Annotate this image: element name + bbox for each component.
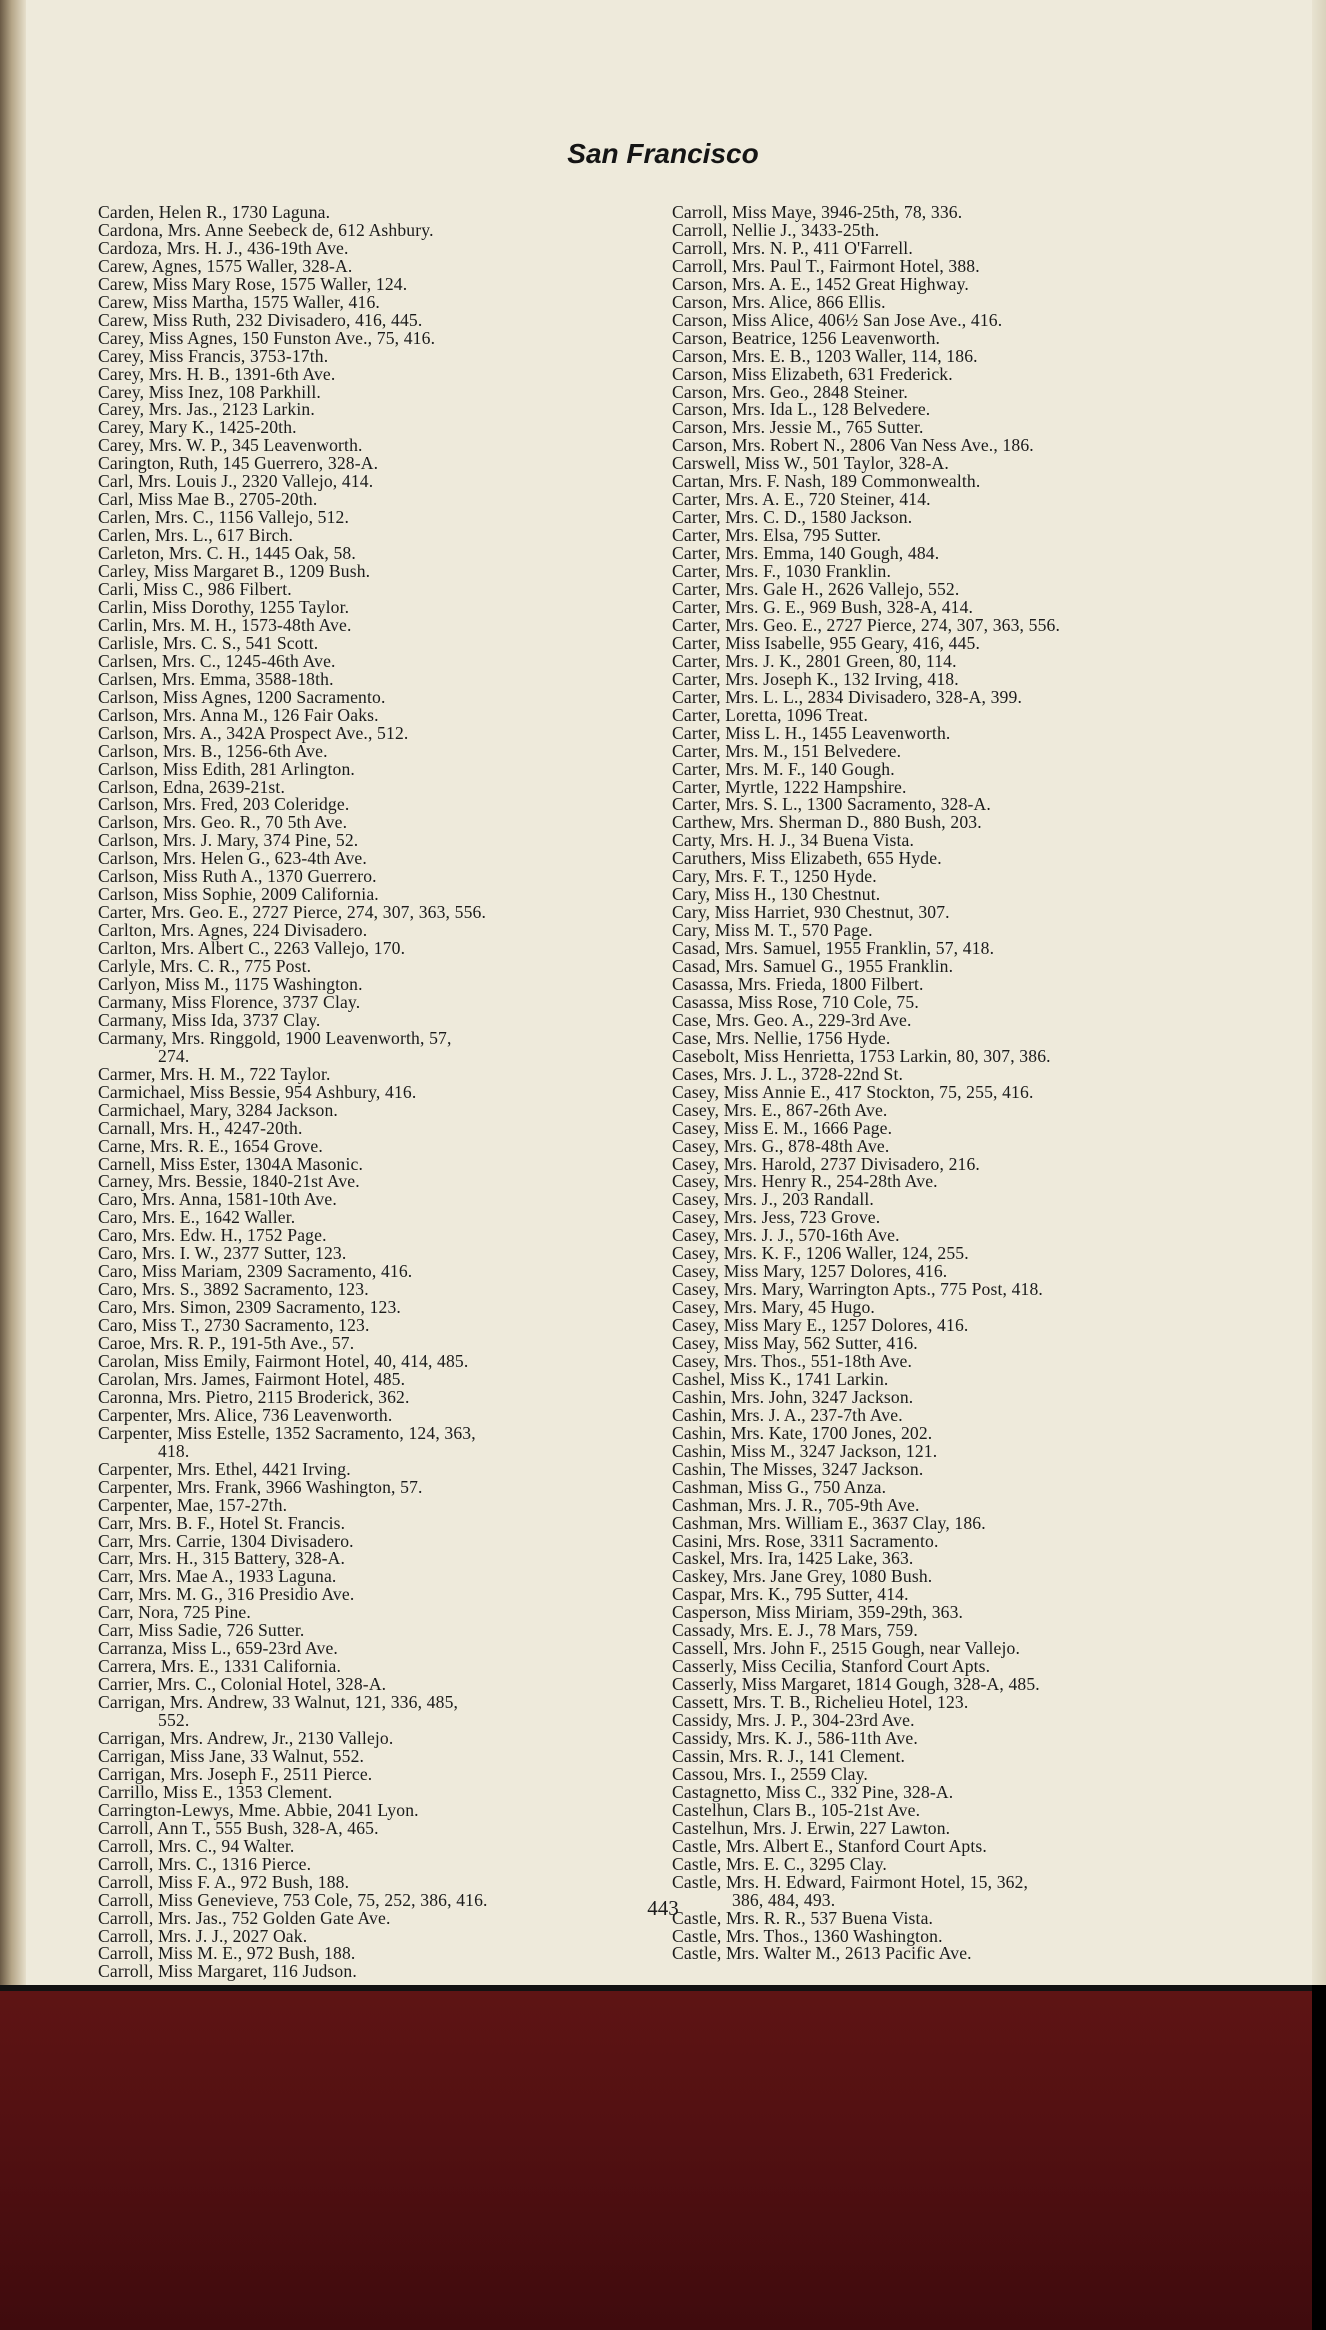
directory-entry: Carmichael, Mary, 3284 Jackson. — [98, 1099, 338, 1120]
directory-entry: Carlson, Mrs. Helen G., 623-4th Ave. — [98, 848, 367, 869]
directory-entry: Carlisle, Mrs. C. S., 541 Scott. — [98, 632, 319, 653]
directory-entry: Cardoza, Mrs. H. J., 436-19th Ave. — [98, 237, 349, 258]
directory-entry: Castagnetto, Miss C., 332 Pine, 328-A. — [672, 1781, 954, 1802]
directory-entry: Carmany, Miss Ida, 3737 Clay. — [98, 1009, 321, 1030]
directory-entry: Carlsen, Mrs. Emma, 3588-18th. — [98, 668, 334, 689]
directory-entry: Carpenter, Mrs. Ethel, 4421 Irving. — [98, 1458, 351, 1479]
directory-entry: Castle, Mrs. R. R., 537 Buena Vista. — [672, 1907, 934, 1928]
directory-entry: Carrington-Lewys, Mme. Abbie, 2041 Lyon. — [98, 1799, 419, 1820]
directory-entry: Carroll, Miss Maye, 3946-25th, 78, 336. — [672, 202, 963, 222]
directory-entry: Carroll, Mrs. J. J., 2027 Oak. — [98, 1925, 308, 1946]
directory-entry: Carson, Mrs. Geo., 2848 Steiner. — [672, 381, 908, 402]
directory-entry: Carroll, Mrs. Paul T., Fairmont Hotel, 388. — [672, 255, 980, 276]
directory-entry: Cassidy, Mrs. J. P., 304-23rd Ave. — [672, 1710, 915, 1731]
directory-entry: Caroe, Mrs. R. P., 191-5th Ave., 57. — [98, 1333, 355, 1354]
directory-entry: Carroll, Miss M. E., 972 Bush, 188. — [98, 1943, 356, 1964]
directory-entry: Caskey, Mrs. Jane Grey, 1080 Bush. — [672, 1566, 933, 1587]
directory-entry: Carter, Mrs. G. E., 969 Bush, 328-A, 414. — [672, 596, 974, 617]
page-spine-shadow — [0, 0, 26, 1985]
directory-entry: Cary, Mrs. F. T., 1250 Hyde. — [672, 866, 877, 887]
directory-entry: Case, Mrs. Geo. A., 229-3rd Ave. — [672, 1009, 912, 1030]
directory-entry: Carl, Miss Mae B., 2705-20th. — [98, 489, 318, 510]
directory-entry: Casey, Mrs. Jess, 723 Grove. — [672, 1207, 881, 1228]
directory-entry: Carlton, Mrs. Albert C., 2263 Vallejo, 170. — [98, 938, 406, 959]
directory-entry: Carson, Mrs. Ida L., 128 Belvedere. — [672, 399, 931, 420]
directory-entry: Carrigan, Miss Jane, 33 Walnut, 552. — [98, 1745, 365, 1766]
directory-entry: Cashin, Mrs. J. A., 237-7th Ave. — [672, 1404, 903, 1425]
directory-entry: Carr, Nora, 725 Pine. — [98, 1602, 251, 1623]
directory-entry: Carlen, Mrs. L., 617 Birch. — [98, 525, 294, 546]
directory-entry: Carew, Miss Ruth, 232 Divisadero, 416, 445. — [98, 309, 423, 330]
directory-entry: Carmichael, Miss Bessie, 954 Ashbury, 416. — [98, 1081, 417, 1102]
directory-entry: Carswell, Miss W., 501 Taylor, 328-A. — [672, 453, 949, 474]
directory-entry: Carr, Mrs. H., 315 Battery, 328-A. — [98, 1548, 346, 1569]
page-number: 443 — [647, 1896, 679, 1920]
directory-entry: Caro, Mrs. Edw. H., 1752 Page. — [98, 1225, 327, 1246]
directory-entry: Carolan, Miss Emily, Fairmont Hotel, 40, 414, 485. — [98, 1351, 469, 1371]
directory-entry: Caro, Mrs. S., 3892 Sacramento, 123. — [98, 1279, 369, 1300]
directory-entry: Carter, Miss L. H., 1455 Leavenworth. — [672, 722, 951, 743]
directory-entry: Carington, Ruth, 145 Guerrero, 328-A. — [98, 453, 379, 474]
directory-entry: Casey, Miss May, 562 Sutter, 416. — [672, 1333, 918, 1354]
directory-entry: Caro, Miss T., 2730 Sacramento, 123. — [98, 1315, 370, 1336]
directory-entry: Carrera, Mrs. E., 1331 California. — [98, 1656, 342, 1677]
directory-entry: Cassell, Mrs. John F., 2515 Gough, near Vallejo. — [672, 1638, 1021, 1659]
directory-entry: Carrigan, Mrs. Andrew, 33 Walnut, 121, 336, 485, 552. — [98, 1692, 459, 1731]
directory-entry: Carranza, Miss L., 659-23rd Ave. — [98, 1638, 338, 1659]
directory-entry: Carter, Mrs. M., 151 Belvedere. — [672, 740, 902, 761]
page-right-edge — [1312, 0, 1326, 1985]
directory-entry: Cashel, Miss K., 1741 Larkin. — [672, 1368, 889, 1389]
directory-entry: Carolan, Mrs. James, Fairmont Hotel, 485. — [98, 1368, 406, 1389]
directory-entry: Cary, Miss M. T., 570 Page. — [672, 920, 873, 941]
directory-entry: Carter, Mrs. Elsa, 795 Sutter. — [672, 525, 882, 546]
directory-entry: Carrigan, Mrs. Joseph F., 2511 Pierce. — [98, 1763, 373, 1784]
directory-entry: Casey, Mrs. E., 867-26th Ave. — [672, 1099, 888, 1120]
directory-entry: Carson, Mrs. Jessie M., 765 Sutter. — [672, 417, 924, 438]
directory-entry: Carew, Miss Martha, 1575 Waller, 416. — [98, 291, 380, 312]
directory-entry: Carpenter, Mrs. Frank, 3966 Washington, 57. — [98, 1476, 423, 1497]
directory-entry: Cassady, Mrs. E. J., 78 Mars, 759. — [672, 1620, 918, 1641]
page-header-title: San Francisco — [567, 138, 759, 169]
directory-entry: Caskel, Mrs. Ira, 1425 Lake, 363. — [672, 1548, 914, 1569]
directory-entry: Casey, Miss Mary E., 1257 Dolores, 416. — [672, 1315, 969, 1336]
directory-entry: Carey, Mrs. W. P., 345 Leavenworth. — [98, 435, 363, 456]
directory-entry: Carlson, Edna, 2639-21st. — [98, 776, 285, 797]
directory-entry: Carr, Mrs. Carrie, 1304 Divisadero. — [98, 1530, 354, 1551]
directory-entry: Casey, Mrs. Harold, 2737 Divisadero, 216. — [672, 1153, 980, 1174]
directory-entry: Carter, Loretta, 1096 Treat. — [672, 704, 869, 725]
directory-entry: Case, Mrs. Nellie, 1756 Hyde. — [672, 1027, 891, 1048]
directory-entry: Casad, Mrs. Samuel, 1955 Franklin, 57, 418. — [672, 938, 995, 959]
directory-entry: Carter, Mrs. A. E., 720 Steiner, 414. — [672, 489, 931, 510]
directory-entry: Casey, Mrs. Henry R., 254-28th Ave. — [672, 1171, 938, 1192]
directory-entry: Casebolt, Miss Henrietta, 1753 Larkin, 80, 307, 386. — [672, 1045, 1051, 1066]
directory-entry: Carter, Mrs. Gale H., 2626 Vallejo, 552. — [672, 579, 960, 600]
directory-entry: Carney, Mrs. Bessie, 1840-21st Ave. — [98, 1171, 360, 1192]
directory-entry: Cassett, Mrs. T. B., Richelieu Hotel, 123. — [672, 1692, 969, 1713]
directory-entry: Carroll, Miss F. A., 972 Bush, 188. — [98, 1871, 350, 1892]
directory-entry: Cashman, Miss G., 750 Anza. — [672, 1476, 887, 1497]
directory-entry: Carnell, Miss Ester, 1304A Masonic. — [98, 1153, 364, 1174]
directory-entry: Cases, Mrs. J. L., 3728-22nd St. — [672, 1063, 904, 1084]
directory-entry: Carlson, Mrs. J. Mary, 374 Pine, 52. — [98, 830, 359, 851]
directory-entry: Caruthers, Miss Elizabeth, 655 Hyde. — [672, 848, 942, 869]
directory-entry: Carew, Miss Mary Rose, 1575 Waller, 124. — [98, 273, 408, 294]
directory-entry: Carter, Mrs. S. L., 1300 Sacramento, 328-A. — [672, 794, 991, 815]
directory-entry: Carrillo, Miss E., 1353 Clement. — [98, 1781, 333, 1802]
directory-entry: Caro, Mrs. Anna, 1581-10th Ave. — [98, 1189, 337, 1210]
directory-entry: Carty, Mrs. H. J., 34 Buena Vista. — [672, 830, 915, 851]
directory-entry: Carson, Mrs. A. E., 1452 Great Highway. — [672, 273, 969, 294]
directory-entry: Carroll, Mrs. N. P., 411 O'Farrell. — [672, 237, 913, 258]
directory-entry: Carlsen, Mrs. C., 1245-46th Ave. — [98, 650, 336, 671]
directory-entry: Carroll, Mrs. Jas., 752 Golden Gate Ave. — [98, 1907, 391, 1928]
directory-entry: Carter, Mrs. Geo. E., 2727 Pierce, 274, 307, 363, 556. — [98, 902, 487, 923]
directory-entry: Casey, Mrs. Mary, Warrington Apts., 775 Post, 418. — [672, 1279, 1043, 1300]
directory-entry: Casey, Mrs. G., 878-48th Ave. — [672, 1135, 890, 1156]
directory-entry: Carroll, Mrs. C., 94 Walter. — [98, 1835, 295, 1856]
directory-entry: Carpenter, Mae, 157-27th. — [98, 1494, 288, 1515]
directory-entry: Casperson, Miss Miriam, 359-29th, 363. — [672, 1602, 964, 1623]
directory-entry: Carley, Miss Margaret B., 1209 Bush. — [98, 561, 371, 582]
directory-entry: Carlyon, Miss M., 1175 Washington. — [98, 973, 363, 994]
directory-entry: Carr, Mrs. Mae A., 1933 Laguna. — [98, 1566, 337, 1587]
directory-entry: Carter, Mrs. J. K., 2801 Green, 80, 114. — [672, 650, 957, 671]
directory-entry: Carter, Myrtle, 1222 Hampshire. — [672, 776, 907, 797]
directory-entry: Carlson, Miss Edith, 281 Arlington. — [98, 758, 355, 779]
directory-entry: Carey, Miss Agnes, 150 Funston Ave., 75, 416. — [98, 327, 436, 348]
directory-entry: Carrier, Mrs. C., Colonial Hotel, 328-A. — [98, 1674, 387, 1695]
directory-entry: Carmany, Miss Florence, 3737 Clay. — [98, 991, 361, 1012]
directory-entry: Cashin, Mrs. John, 3247 Jackson. — [672, 1386, 914, 1407]
directory-entry: Caronna, Mrs. Pietro, 2115 Broderick, 362. — [98, 1386, 410, 1407]
left-column — [98, 204, 664, 1981]
directory-entry: Cary, Miss Harriet, 930 Chestnut, 307. — [672, 902, 950, 923]
directory-entry: Casey, Mrs. Thos., 551-18th Ave. — [672, 1351, 913, 1371]
directory-entry: Castle, Mrs. Walter M., 2613 Pacific Ave. — [672, 1943, 972, 1964]
directory-entry: Carpenter, Miss Estelle, 1352 Sacramento, 124, 363, 418. — [98, 1422, 476, 1461]
directory-entry: Caro, Mrs. Simon, 2309 Sacramento, 123. — [98, 1297, 401, 1318]
directory-entry: Carroll, Ann T., 555 Bush, 328-A, 465. — [98, 1817, 379, 1838]
directory-entry: Carey, Mary K., 1425-20th. — [98, 417, 297, 438]
directory-entry: Caro, Mrs. E., 1642 Waller. — [98, 1207, 296, 1228]
directory-entry: Carthew, Mrs. Sherman D., 880 Bush, 203. — [672, 812, 982, 833]
directory-entry: Carlen, Mrs. C., 1156 Vallejo, 512. — [98, 507, 350, 528]
directory-entry: Castle, Mrs. H. Edward, Fairmont Hotel, 15, 362, 386, 484, 493. — [672, 1871, 1029, 1910]
directory-entry: Carlson, Miss Sophie, 2009 California. — [98, 884, 379, 905]
directory-entry: Carson, Beatrice, 1256 Leavenworth. — [672, 327, 941, 348]
directory-entry: Castelhun, Clars B., 105-21st Ave. — [672, 1799, 921, 1820]
directory-entry: Casey, Mrs. J. J., 570-16th Ave. — [672, 1225, 900, 1246]
directory-entry: Carlson, Mrs. Geo. R., 70 5th Ave. — [98, 812, 348, 833]
directory-entry: Carson, Miss Alice, 406½ San Jose Ave., 416. — [672, 309, 1003, 330]
directory-entry: Carter, Mrs. L. L., 2834 Divisadero, 328-A, 399. — [672, 686, 1023, 707]
directory-entry: Carr, Mrs. B. F., Hotel St. Francis. — [98, 1512, 346, 1533]
directory-entry: Casserly, Miss Cecilia, Stanford Court Apts. — [672, 1656, 991, 1677]
directory-entry: Carter, Mrs. Joseph K., 132 Irving, 418. — [672, 668, 959, 689]
right-column — [672, 204, 1232, 1963]
directory-entry: Carroll, Nellie J., 3433-25th. — [672, 219, 880, 240]
directory-entry: Cashman, Mrs. William E., 3637 Clay, 186. — [672, 1512, 986, 1533]
directory-entry: Cary, Miss H., 130 Chestnut. — [672, 884, 881, 905]
book-cover — [0, 1991, 1312, 2330]
directory-entry: Casey, Mrs. K. F., 1206 Waller, 124, 255. — [672, 1243, 969, 1264]
directory-entry: Carlson, Mrs. A., 342A Prospect Ave., 512. — [98, 722, 409, 743]
directory-entry: Carlson, Mrs. B., 1256-6th Ave. — [98, 740, 328, 761]
directory-entry: Casserly, Miss Margaret, 1814 Gough, 328-A, 485. — [672, 1674, 1040, 1695]
directory-entry: Carroll, Miss Genevieve, 753 Cole, 75, 252, 386, 416. — [98, 1889, 488, 1910]
directory-entry: Cassin, Mrs. R. J., 141 Clement. — [672, 1745, 906, 1766]
directory-entry: Carpenter, Mrs. Alice, 736 Leavenworth. — [98, 1404, 393, 1425]
directory-entry: Carleton, Mrs. C. H., 1445 Oak, 58. — [98, 543, 356, 564]
directory-entry: Carden, Helen R., 1730 Laguna. — [98, 202, 331, 222]
directory-entry: Carlyle, Mrs. C. R., 775 Post. — [98, 956, 312, 977]
directory-entry: Castle, Mrs. Albert E., Stanford Court Apts. — [672, 1835, 987, 1856]
directory-entry: Carson, Miss Elizabeth, 631 Frederick. — [672, 363, 953, 384]
directory-entry: Carrigan, Mrs. Andrew, Jr., 2130 Vallejo. — [98, 1728, 394, 1749]
directory-entry: Casassa, Mrs. Frieda, 1800 Filbert. — [672, 973, 924, 994]
directory-entry: Carson, Mrs. Robert N., 2806 Van Ness Ave., 186. — [672, 435, 1034, 456]
directory-entry: Caro, Mrs. I. W., 2377 Sutter, 123. — [98, 1243, 347, 1264]
directory-entry: Castle, Mrs. E. C., 3295 Clay. — [672, 1853, 887, 1874]
directory-entry: Cashin, The Misses, 3247 Jackson. — [672, 1458, 924, 1479]
directory-entry: Carr, Mrs. M. G., 316 Presidio Ave. — [98, 1584, 355, 1605]
directory-entry: Caspar, Mrs. K., 795 Sutter, 414. — [672, 1584, 909, 1605]
directory-entry: Carter, Mrs. M. F., 140 Gough. — [672, 758, 895, 779]
directory-entry: Carey, Miss Francis, 3753-17th. — [98, 345, 329, 366]
directory-entry: Carey, Mrs. H. B., 1391-6th Ave. — [98, 363, 336, 384]
directory-entry: Castle, Mrs. Thos., 1360 Washington. — [672, 1925, 943, 1946]
directory-entry: Casey, Miss Mary, 1257 Dolores, 416. — [672, 1261, 948, 1282]
directory-entry: Carew, Agnes, 1575 Waller, 328-A. — [98, 255, 353, 276]
directory-entry: Carnall, Mrs. H., 4247-20th. — [98, 1117, 303, 1138]
directory-entry: Cartan, Mrs. F. Nash, 189 Commonwealth. — [672, 471, 981, 492]
directory-entry: Carson, Mrs. E. B., 1203 Waller, 114, 186. — [672, 345, 978, 366]
directory-entry: Carey, Mrs. Jas., 2123 Larkin. — [98, 399, 315, 420]
directory-entry: Casey, Mrs. Mary, 45 Hugo. — [672, 1297, 875, 1318]
directory-entry: Cassou, Mrs. I., 2559 Clay. — [672, 1763, 868, 1784]
directory-entry: Carlson, Mrs. Fred, 203 Coleridge. — [98, 794, 350, 815]
directory-entry: Casassa, Miss Rose, 710 Cole, 75. — [672, 991, 919, 1012]
directory-entry: Carroll, Miss Margaret, 116 Judson. — [98, 1961, 357, 1982]
directory-entry: Caro, Miss Mariam, 2309 Sacramento, 416. — [98, 1261, 413, 1282]
directory-entry: Carey, Miss Inez, 108 Parkhill. — [98, 381, 321, 402]
directory-entry: Carlson, Miss Agnes, 1200 Sacramento. — [98, 686, 386, 707]
directory-entry: Carter, Mrs. F., 1030 Franklin. — [672, 561, 892, 582]
directory-entry: Cassidy, Mrs. K. J., 586-11th Ave. — [672, 1728, 918, 1749]
directory-entry: Carl, Mrs. Louis J., 2320 Vallejo, 414. — [98, 471, 374, 492]
directory-entry: Carlton, Mrs. Agnes, 224 Divisadero. — [98, 920, 368, 941]
directory-entry: Casey, Mrs. J., 203 Randall. — [672, 1189, 874, 1210]
directory-entry: Carr, Miss Sadie, 726 Sutter. — [98, 1620, 305, 1641]
directory-entry: Casad, Mrs. Samuel G., 1955 Franklin. — [672, 956, 954, 977]
directory-entry: Casey, Miss E. M., 1666 Page. — [672, 1117, 893, 1138]
directory-entry: Carlson, Miss Ruth A., 1370 Guerrero. — [98, 866, 377, 887]
directory-entry: Carne, Mrs. R. E., 1654 Grove. — [98, 1135, 323, 1156]
directory-entry: Carlin, Mrs. M. H., 1573-48th Ave. — [98, 614, 352, 635]
directory-entry: Carli, Miss C., 986 Filbert. — [98, 579, 292, 600]
directory-entry: Carmany, Mrs. Ringgold, 1900 Leavenworth, 57, 274. — [98, 1027, 452, 1066]
directory-entry: Carlson, Mrs. Anna M., 126 Fair Oaks. — [98, 704, 379, 725]
directory-entry: Carter, Miss Isabelle, 955 Geary, 416, 445. — [672, 632, 981, 653]
directory-entry: Carson, Mrs. Alice, 866 Ellis. — [672, 291, 886, 312]
directory-entry: Carter, Mrs. Emma, 140 Gough, 484. — [672, 543, 940, 564]
directory-entry: Carlin, Miss Dorothy, 1255 Taylor. — [98, 596, 350, 617]
directory-entry: Castelhun, Mrs. J. Erwin, 227 Lawton. — [672, 1817, 951, 1838]
directory-entry: Carmer, Mrs. H. M., 722 Taylor. — [98, 1063, 331, 1084]
directory-entry: Cashman, Mrs. J. R., 705-9th Ave. — [672, 1494, 920, 1515]
directory-entry: Carter, Mrs. C. D., 1580 Jackson. — [672, 507, 913, 528]
directory-entry: Casey, Miss Annie E., 417 Stockton, 75, 255, 416. — [672, 1081, 1034, 1102]
directory-entry: Cashin, Mrs. Kate, 1700 Jones, 202. — [672, 1422, 933, 1443]
directory-entry: Cashin, Miss M., 3247 Jackson, 121. — [672, 1440, 938, 1461]
directory-entry: Carroll, Mrs. C., 1316 Pierce. — [98, 1853, 312, 1874]
directory-entry: Cardona, Mrs. Anne Seebeck de, 612 Ashbury. — [98, 219, 434, 240]
directory-entry: Carter, Mrs. Geo. E., 2727 Pierce, 274, 307, 363, 556. — [672, 614, 1061, 635]
directory-entry: Casini, Mrs. Rose, 3311 Sacramento. — [672, 1530, 939, 1551]
cover-edge — [1312, 1985, 1326, 2330]
